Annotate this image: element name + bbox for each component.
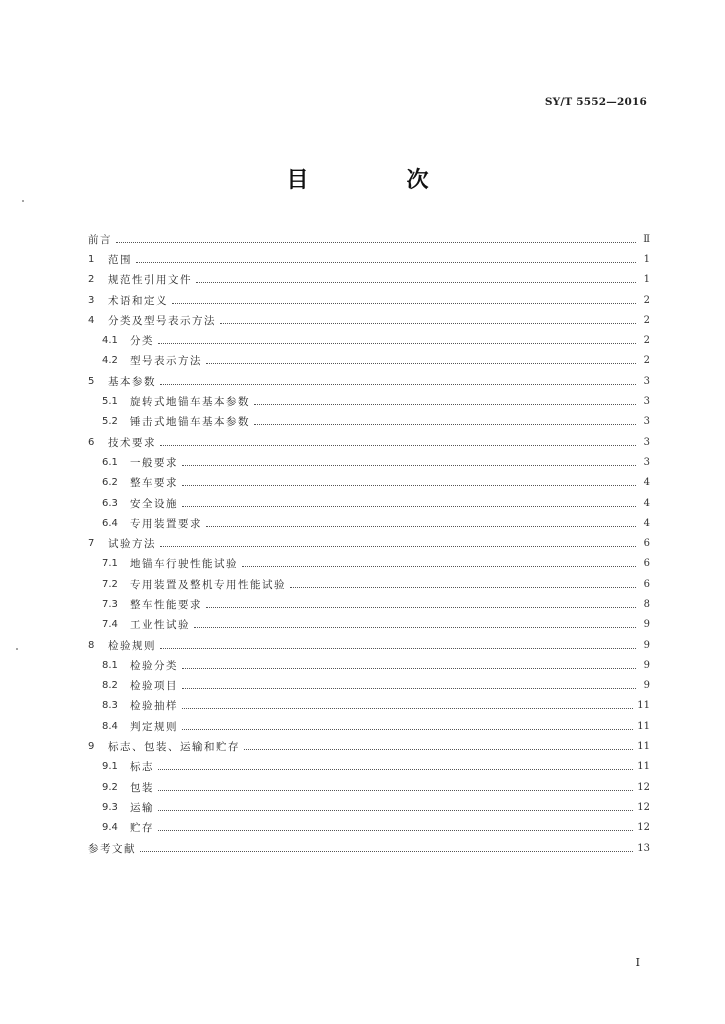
- toc-entry[interactable]: [88, 330, 650, 350]
- toc-entry-number: 6: [88, 436, 95, 448]
- toc-entry-title: 规范性引用文件: [108, 274, 192, 287]
- toc-entry[interactable]: [88, 757, 650, 777]
- toc-entry-number: 9.2: [102, 781, 118, 793]
- toc-entry-number: 4.1: [102, 335, 118, 347]
- toc-entry[interactable]: [88, 594, 650, 614]
- toc-entry-title: 型号表示方法: [130, 355, 202, 368]
- toc-entry[interactable]: [88, 412, 650, 432]
- toc-entry-page: 6: [643, 538, 650, 550]
- page-title: 目 次: [286, 168, 467, 193]
- toc-entry-page: 9: [643, 639, 650, 651]
- table-of-contents: [88, 229, 650, 858]
- standard-code: SY/T 5552—2016: [544, 96, 647, 108]
- toc-entry-title: 技术要求: [108, 436, 156, 449]
- toc-entry-page: 2: [643, 314, 650, 326]
- toc-entry[interactable]: [88, 513, 650, 533]
- toc-dot-leader: [194, 627, 636, 628]
- toc-entry-page: 12: [637, 781, 650, 793]
- toc-entry-title: 前言: [88, 233, 112, 246]
- toc-entry[interactable]: [88, 351, 650, 371]
- toc-entry-number: 7.2: [102, 578, 118, 590]
- toc-entry-number: 9.3: [102, 801, 118, 813]
- toc-entry-title: 术语和定义: [108, 294, 168, 307]
- toc-entry[interactable]: [88, 838, 650, 858]
- toc-entry-page: 2: [643, 355, 650, 367]
- toc-entry-page: 3: [643, 456, 650, 468]
- toc-entry-number: 7.4: [102, 619, 118, 631]
- toc-entry-page: 11: [637, 700, 650, 712]
- toc-dot-leader: [116, 242, 636, 243]
- toc-entry-number: 4: [88, 314, 95, 326]
- toc-dot-leader: [158, 769, 633, 770]
- toc-entry-page: 3: [643, 436, 650, 448]
- toc-entry[interactable]: [88, 290, 650, 310]
- toc-entry-number: 8.2: [102, 680, 118, 692]
- toc-entry-number: 1: [88, 253, 95, 265]
- toc-entry[interactable]: [88, 716, 650, 736]
- toc-entry-title: 检验规则: [108, 639, 156, 652]
- toc-entry-page: 2: [643, 335, 650, 347]
- toc-dot-leader: [160, 445, 636, 446]
- toc-entry-title: 分类: [130, 335, 154, 348]
- toc-dot-leader: [158, 830, 633, 831]
- toc-entry-number: 6.3: [102, 497, 118, 509]
- toc-entry[interactable]: [88, 371, 650, 391]
- toc-entry-number: 9: [88, 741, 95, 753]
- toc-entry-title: 一般要求: [130, 456, 178, 469]
- toc-entry-number: 5.2: [102, 416, 118, 428]
- toc-entry[interactable]: [88, 452, 650, 472]
- toc-dot-leader: [182, 465, 636, 466]
- toc-entry-title: 锤击式地锚车基本参数: [130, 416, 250, 429]
- toc-entry[interactable]: [88, 473, 650, 493]
- toc-entry[interactable]: [88, 655, 650, 675]
- toc-entry-page: 4: [643, 477, 650, 489]
- toc-dot-leader: [182, 688, 636, 689]
- toc-entry-title: 参考文献: [88, 842, 136, 855]
- toc-entry-page: 2: [643, 294, 650, 306]
- toc-entry-page: 12: [637, 822, 650, 834]
- toc-entry-number: 5.1: [102, 396, 118, 408]
- toc-entry-title: 检验分类: [130, 659, 178, 672]
- toc-entry-title: 标志: [130, 761, 154, 774]
- toc-entry[interactable]: [88, 270, 650, 290]
- toc-entry[interactable]: [88, 818, 650, 838]
- toc-dot-leader: [158, 790, 633, 791]
- toc-dot-leader: [182, 668, 636, 669]
- toc-entry-number: 2: [88, 274, 95, 286]
- toc-entry[interactable]: [88, 777, 650, 797]
- page-number: Ⅰ: [635, 956, 640, 969]
- toc-dot-leader: [160, 384, 636, 385]
- toc-entry-page: 6: [643, 558, 650, 570]
- toc-entry-page: 12: [637, 801, 650, 813]
- scan-speck: [16, 648, 18, 650]
- toc-dot-leader: [196, 282, 636, 283]
- toc-entry-number: 7.1: [102, 558, 118, 570]
- toc-dot-leader: [244, 749, 633, 750]
- toc-entry-page: 11: [637, 741, 650, 753]
- toc-entry-page: 13: [637, 842, 650, 854]
- toc-entry-page: 3: [643, 416, 650, 428]
- toc-entry[interactable]: [88, 493, 650, 513]
- toc-entry-page: Ⅱ: [643, 233, 650, 245]
- toc-entry-page: 8: [643, 598, 650, 610]
- toc-entry-number: 3: [88, 294, 95, 306]
- toc-entry-title: 试验方法: [108, 538, 156, 551]
- toc-entry-title: 检验抽样: [130, 700, 178, 713]
- toc-entry-number: 5: [88, 375, 95, 387]
- toc-entry-page: 9: [643, 619, 650, 631]
- toc-entry-page: 6: [643, 578, 650, 590]
- toc-entry[interactable]: [88, 615, 650, 635]
- toc-entry-page: 9: [643, 680, 650, 692]
- toc-dot-leader: [182, 485, 636, 486]
- toc-entry[interactable]: [88, 696, 650, 716]
- toc-entry-title: 标志、包装、运输和贮存: [108, 741, 240, 754]
- toc-entry[interactable]: [88, 676, 650, 696]
- toc-entry-page: 11: [637, 720, 650, 732]
- toc-entry-title: 整车要求: [130, 477, 178, 490]
- toc-entry-number: 6.1: [102, 456, 118, 468]
- toc-dot-leader: [182, 708, 633, 709]
- toc-entry-title: 检验项目: [130, 680, 178, 693]
- toc-dot-leader: [206, 526, 636, 527]
- toc-entry-number: 8.4: [102, 720, 118, 732]
- toc-dot-leader: [140, 851, 633, 852]
- toc-dot-leader: [242, 566, 636, 567]
- toc-dot-leader: [290, 587, 636, 588]
- toc-entry[interactable]: [88, 574, 650, 594]
- toc-dot-leader: [220, 323, 636, 324]
- toc-entry-number: 8: [88, 639, 95, 651]
- toc-entry-title: 运输: [130, 801, 154, 814]
- toc-entry-page: 3: [643, 396, 650, 408]
- toc-entry-title: 判定规则: [130, 720, 178, 733]
- toc-dot-leader: [172, 303, 636, 304]
- toc-entry[interactable]: [88, 736, 650, 756]
- toc-entry-page: 3: [643, 375, 650, 387]
- toc-entry[interactable]: [88, 432, 650, 452]
- toc-entry-number: 9.4: [102, 822, 118, 834]
- toc-entry-page: 1: [643, 253, 650, 265]
- toc-entry-page: 9: [643, 659, 650, 671]
- toc-entry-page: 1: [643, 274, 650, 286]
- toc-entry-number: 8.1: [102, 659, 118, 671]
- toc-dot-leader: [160, 648, 636, 649]
- toc-entry[interactable]: [88, 635, 650, 655]
- toc-dot-leader: [158, 343, 636, 344]
- toc-entry[interactable]: [88, 533, 650, 553]
- toc-entry-title: 分类及型号表示方法: [108, 314, 216, 327]
- toc-entry-page: 11: [637, 761, 650, 773]
- toc-entry-number: 9.1: [102, 761, 118, 773]
- toc-entry-title: 范围: [108, 253, 132, 266]
- toc-entry-title: 专用装置及整机专用性能试验: [130, 578, 286, 591]
- toc-entry[interactable]: [88, 249, 650, 269]
- toc-dot-leader: [206, 607, 636, 608]
- toc-entry-number: 7.3: [102, 598, 118, 610]
- toc-dot-leader: [158, 810, 633, 811]
- toc-entry[interactable]: [88, 310, 650, 330]
- scan-speck: [22, 200, 24, 202]
- toc-entry-title: 地锚车行驶性能试验: [130, 558, 238, 571]
- toc-entry[interactable]: [88, 229, 650, 249]
- toc-entry-title: 旋转式地锚车基本参数: [130, 396, 250, 409]
- toc-dot-leader: [254, 424, 636, 425]
- toc-entry-title: 基本参数: [108, 375, 156, 388]
- toc-dot-leader: [182, 506, 636, 507]
- toc-entry-page: 4: [643, 517, 650, 529]
- toc-entry-title: 包装: [130, 781, 154, 794]
- toc-entry-number: 4.2: [102, 355, 118, 367]
- toc-entry-title: 工业性试验: [130, 619, 190, 632]
- toc-entry-title: 专用装置要求: [130, 517, 202, 530]
- toc-entry[interactable]: [88, 554, 650, 574]
- toc-dot-leader: [206, 363, 636, 364]
- toc-dot-leader: [182, 729, 633, 730]
- toc-entry[interactable]: [88, 391, 650, 411]
- toc-dot-leader: [136, 262, 636, 263]
- toc-entry-number: 6.4: [102, 517, 118, 529]
- toc-dot-leader: [160, 546, 636, 547]
- toc-entry-title: 贮存: [130, 822, 154, 835]
- toc-entry-number: 6.2: [102, 477, 118, 489]
- toc-entry[interactable]: [88, 797, 650, 817]
- toc-dot-leader: [254, 404, 636, 405]
- toc-entry-number: 8.3: [102, 700, 118, 712]
- toc-entry-title: 安全设施: [130, 497, 178, 510]
- toc-entry-title: 整车性能要求: [130, 598, 202, 611]
- toc-entry-page: 4: [643, 497, 650, 509]
- toc-entry-number: 7: [88, 538, 95, 550]
